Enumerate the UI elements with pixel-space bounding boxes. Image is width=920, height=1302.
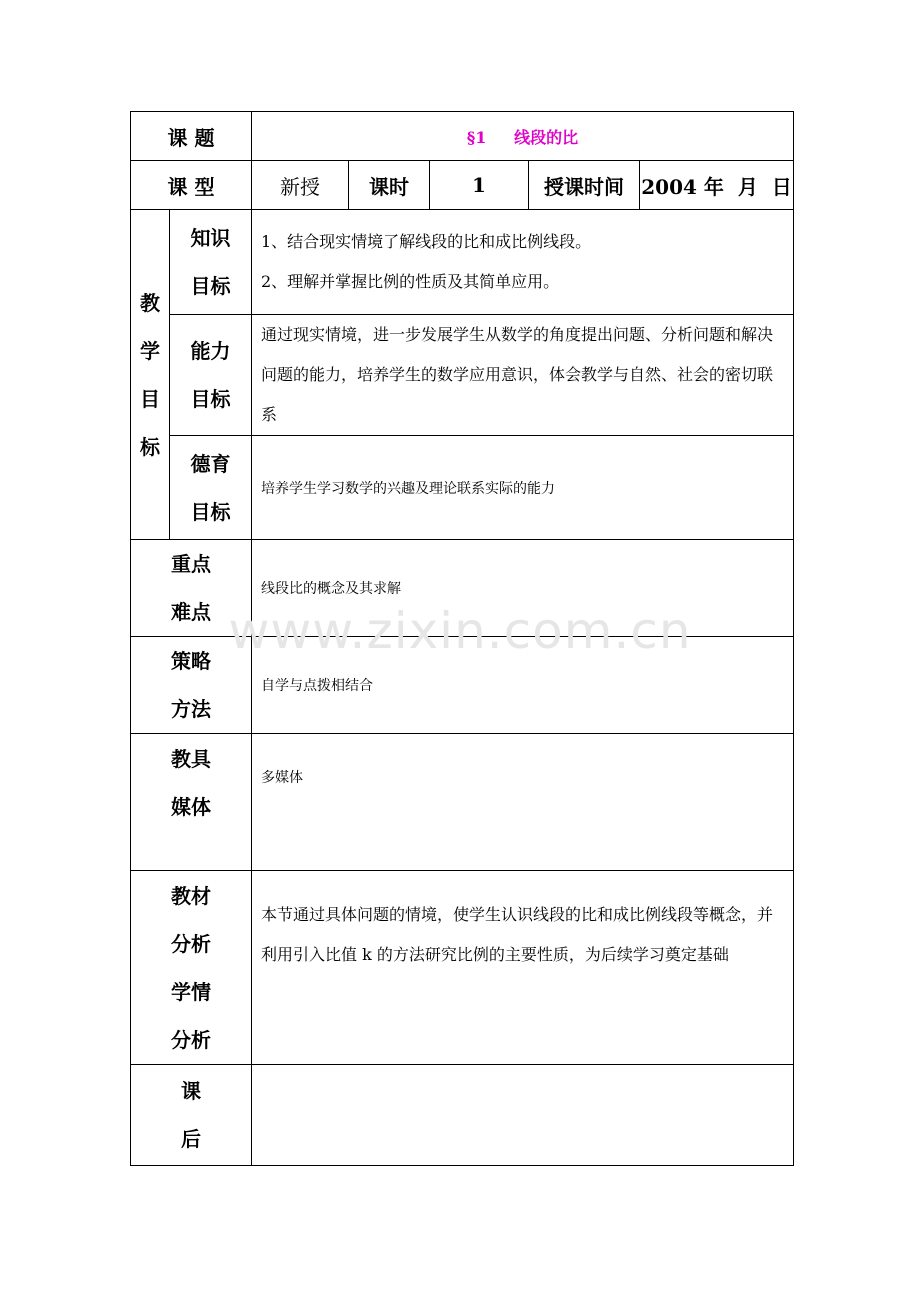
after-class-label-line: 课 — [181, 1079, 201, 1103]
ability-content: 通过现实情境，进一步发展学生从数学的角度提出问题、分析问题和解决问题的能力，培养学生的数学应用意识，体会教学与自然、社会的密切联系 — [252, 315, 794, 436]
strategy-content: 自学与点拨相结合 — [252, 637, 794, 734]
type-label: 课 型 — [131, 161, 252, 210]
key-points-label-line: 重点 — [171, 552, 211, 576]
ability-label-line: 目标 — [190, 387, 231, 411]
knowledge-label-line: 知识 — [190, 226, 231, 250]
knowledge-line: 2、理解并掌握比例的性质及其简单应用。 — [261, 272, 560, 291]
after-class-label — [131, 1065, 252, 1166]
row-type — [131, 161, 794, 210]
time-label: 授课时间 — [529, 161, 640, 210]
row-tools — [131, 734, 794, 871]
analysis-content: 本节通过具体问题的情境，使学生认识线段的比和成比例线段等概念，并利用引入比值 k 的方法研究比例的主要性质，为后续学习奠定基础 — [252, 871, 794, 1065]
ability-label — [170, 315, 252, 436]
hours-value: 1 — [430, 161, 529, 210]
objectives-char: 标 — [140, 434, 160, 459]
knowledge-label — [170, 210, 252, 315]
row-analysis — [131, 871, 794, 1065]
moral-label — [170, 436, 252, 540]
key-points-label-line: 难点 — [171, 600, 211, 624]
objectives-char: 学 — [140, 338, 160, 363]
type-value: 新授 — [252, 161, 349, 210]
tools-label — [131, 734, 252, 871]
watermark: www.zixin.com.cn — [228, 602, 692, 660]
topic-label: 课 题 — [131, 112, 252, 161]
knowledge-line: 1、结合现实情境了解线段的比和成比例线段。 — [261, 232, 592, 251]
tools-label-line: 媒体 — [171, 795, 211, 819]
moral-label-line: 目标 — [190, 499, 231, 524]
time-value: 2004 年 月 日 — [640, 161, 794, 210]
knowledge-content — [252, 210, 794, 315]
strategy-label — [131, 637, 252, 734]
row-topic — [131, 112, 794, 161]
knowledge-label-line: 目标 — [190, 274, 231, 298]
row-strategy — [131, 637, 794, 734]
tools-label-line: 教具 — [171, 747, 211, 771]
objectives-char: 教 — [140, 290, 160, 315]
analysis-label-line: 分析 — [171, 931, 211, 956]
ability-label-line: 能力 — [190, 339, 231, 363]
row-ability — [131, 315, 794, 436]
hours-label: 课时 — [349, 161, 430, 210]
topic-value: §1 线段的比 — [252, 112, 794, 161]
objectives-char: 目 — [140, 386, 160, 411]
strategy-label-line: 策略 — [171, 649, 211, 673]
moral-label-line: 德育 — [190, 451, 231, 476]
row-key-points — [131, 540, 794, 637]
key-points-content: 线段比的概念及其求解 — [252, 540, 794, 637]
analysis-label-line: 学情 — [171, 979, 211, 1004]
tools-content: 多媒体 — [252, 734, 794, 871]
after-class-content — [252, 1065, 794, 1166]
moral-content: 培养学生学习数学的兴趣及理论联系实际的能力 — [252, 436, 794, 540]
row-after-class — [131, 1065, 794, 1166]
row-moral — [131, 436, 794, 540]
analysis-label — [131, 871, 252, 1065]
lesson-plan-table — [130, 111, 794, 1166]
analysis-label-line: 分析 — [171, 1027, 211, 1052]
key-points-label — [131, 540, 252, 637]
analysis-label-line: 教材 — [171, 883, 211, 908]
after-class-label-line: 后 — [181, 1127, 201, 1151]
objectives-group-label — [131, 210, 170, 540]
row-knowledge — [131, 210, 794, 315]
strategy-label-line: 方法 — [171, 697, 211, 721]
